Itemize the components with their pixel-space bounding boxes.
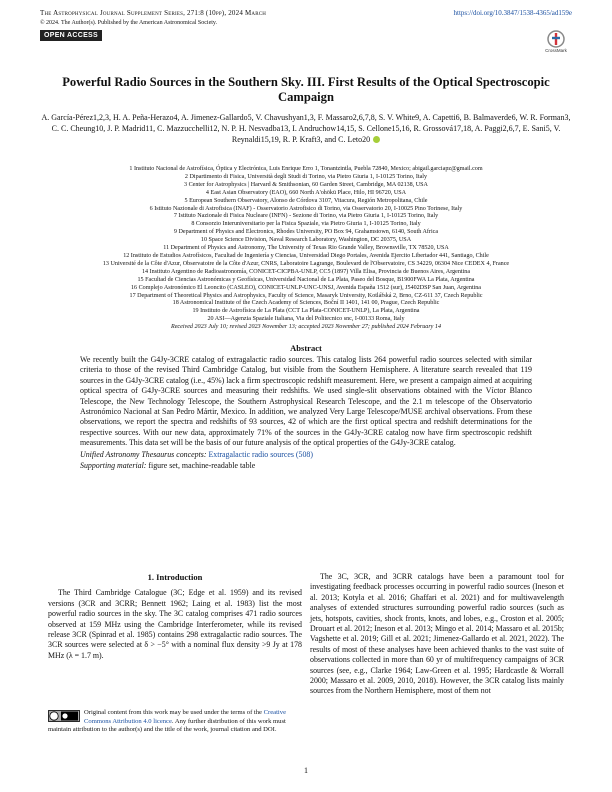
affiliation-3: 3 Center for Astrophysics | Harvard & Smithsonian, 60 Garden Street, Cambridge, MA 02138, USA xyxy=(184,181,428,188)
paper-title: Powerful Radio Sources in the Southern Sky. III. First Results of the Optical Spectroscopic Campaign xyxy=(62,75,550,104)
intro-paragraph-left: The Third Cambridge Catalogue (3C; Edge et al. 1959) and its revised versions (3CR and 3CRR; Bennett 1962; Laing et al. 1983) list the most powerful radio sources in the sky. The 3C catalog comprises 471 radio sources observed at 159 MHz using the Cambridge Interferometer, while its revised release 3CR (Spinrad et al. 1985) contains 298 extragalactic radio sources. The 3CR sources were selected at δ > −5° with a nominal flux density >9 Jy at 178 MHz (λ = 1.7 m). xyxy=(48,588,302,660)
doi-link[interactable]: https://doi.org/10.3847/1538-4365/ad159e xyxy=(453,9,572,17)
affiliation-18: 18 Astronomical Institute of the Czech Academy of Sciences, Boční II 1401, 141 00, Prague, Czech Republic xyxy=(172,300,440,307)
affiliation-5: 5 European Southern Observatory, Alonso de Córdova 3107, Vitacura, Región Metropolitana, Chile xyxy=(184,197,428,204)
affiliation-16: 16 Complejo Astronómico El Leoncito (CASLEO), CONICET-UNLP-UNC-UNSJ, Avenida España 1512 (sur), J5402DSP San Juan, Argentina xyxy=(130,284,482,291)
affiliation-10: 10 Space Science Division, Naval Research Laboratory, Washington, DC 20375, USA xyxy=(200,237,412,244)
orcid-icon[interactable] xyxy=(373,136,380,143)
abstract-block xyxy=(80,355,532,472)
left-column xyxy=(48,572,302,661)
affiliation-6: 6 Istituto Nazionale di Astrofisica (INAF) - Osservatorio Astrofisico di Torino, via Osservatorio 20, I-10025 Pino Torinese, Italy xyxy=(149,205,463,212)
crossmark-label: CrossMark xyxy=(545,48,567,53)
affiliation-13: 13 Université de la Côte d'Azur, Observatoire de la Côte d'Azur, CNRS, Laboratoire Lagrange, Boulevard de l'Observatoire, CS 34229, 06304 Nice CEDEX 4, France xyxy=(102,260,510,267)
affiliation-9: 9 Department of Physics and Electronics, Rhodes University, PO Box 94, Grahamstown, 6140, South Africa xyxy=(173,229,439,236)
abstract-text: We recently built the G4Jy-3CRE catalog of extragalactic radio sources. This catalog lists 264 powerful radio sources selected with similar criteria to those of the revised Third Cambridge Catalog, but visible from the Southern Hemisphere. A literature search revealed that 119 sources in the G4Jy-3CRE catalog (i.e., 45%) lack a firm spectroscopic redshift measurement. Here, we present a campaign aimed at acquiring optical spectra of G4Jy-3CRE sources and measuring their redshifts. We used single-slit observations obtained with the Víctor Blanco Telescope, the New Technology Telescope, the Southern Astrophysical Research Telescope, and the 2.1 m telescope of the Observatorio Astronómico Nacional at San Pedro Mártir, Mexico. In addition, we analyzed Very Large Telescope/MUSE archival observations. From these observations, we report the spectra and redshifts of 93 sources, 42 of which are the first optical spectra and redshift determinations for the respective sources. With our new data, approximately 71% of the sources in the G4Jy-3CRE catalog now have firm spectroscopic redshift measurements. This data set will be the basis of our future analysis of the optical properties of the G4Jy-3CRE catalog. xyxy=(80,355,532,448)
supporting-material-label: Supporting material: xyxy=(80,461,147,471)
uat-line xyxy=(80,450,532,460)
authors-text: A. García-Pérez1,2,3, H. A. Peña-Herazo4, A. Jimenez-Gallardo5, V. Chavushyan1,3, F. Massaro2,6,7,8, S. V. White9, A. Capetti6, B. Balmaverde6, W. R. Forman3, C. C. Cheung10, J. P. Madrid11, C. Mazzucchelli12, N. P. H. Nesvadba13, I. Andruchow14,15, S. Cellone15,16, R. Grossová17,18, A. Paggi2,6,7, E. Sani5, V. Reynaldi15,19, R. P. Kraft3, and C. Leto20 xyxy=(41,113,571,144)
abstract-heading: Abstract xyxy=(290,343,322,353)
cc-license-link[interactable]: Creative Commons Attribution 4.0 licence xyxy=(84,709,286,725)
open-access-badge: OPEN ACCESS xyxy=(40,30,102,41)
uat-concept-link[interactable]: Extragalactic radio sources (508) xyxy=(208,449,313,459)
affiliation-7: 7 Istituto Nazionale di Fisica Nucleare (INFN) - Sezione di Torino, via Pietro Giuria 1, I-10125 Torino, Italy xyxy=(173,213,439,220)
supporting-material-line xyxy=(80,461,532,471)
journal-name: The Astrophysical Journal Supplement Series, 271:8 (10pp), 2024 March xyxy=(40,9,267,17)
author-list xyxy=(40,112,572,145)
crossmark-icon xyxy=(547,30,565,48)
affiliation-4: 4 East Asian Observatory (EAO), 660 North A'ohōkū Place, Hilo, HI 96720, USA xyxy=(205,189,407,196)
affiliation-15: 15 Facultad de Ciencias Astronómicas y Geofísicas, Universidad Nacional de La Plata, Paseo del Bosque, B1900FWA La Plata, Argentina xyxy=(137,276,475,283)
affiliation-17: 17 Department of Theoretical Physics and Astrophysics, Faculty of Science, Masaryk University, Kotlářská 2, Brno, CZ-611 37, Czech Republic xyxy=(129,292,483,299)
affiliation-19: 19 Instituto de Astrofísica de La Plata (CCT La Plata-CONICET-UNLP), La Plata, Argentina xyxy=(192,308,420,315)
right-column xyxy=(310,572,564,697)
affiliation-20: 20 ASI—Agenzia Spaziale Italiana, Via del Politecnico snc, I-00133 Roma, Italy xyxy=(207,316,405,323)
affiliation-1: 1 Instituto Nacional de Astrofísica, Óptica y Electrónica, Luis Enrique Erro 1, Tonantzintla, Puebla 72840, Mexico; abigail.garciapz@gmail.com xyxy=(129,166,483,172)
affiliation-2: 2 Dipartimento di Fisica, Università degli Studi di Torino, via Pietro Giuria 1, I-10125 Torino, Italy xyxy=(184,173,428,180)
publication-dates: Received 2023 July 10; revised 2023 November 13; accepted 2023 November 27; published 2024 February 14 xyxy=(170,324,442,331)
uat-label: Unified Astronomy Thesaurus concepts: xyxy=(80,449,207,459)
affiliation-14: 14 Instituto Argentino de Radioastronomía, CONICET-CICPBA-UNLP, CC5 (1897) Villa Elisa, Provincia de Buenos Aires, Argentina xyxy=(141,268,471,275)
affiliations-block xyxy=(36,166,576,332)
license-text-start: Original content from this work may be used under the terms of the xyxy=(84,709,262,716)
running-header xyxy=(40,9,572,41)
affiliation-11: 11 Department of Physics and Astronomy, The University of Texas Rio Grande Valley, Brownsville, TX 78520, USA xyxy=(163,245,449,252)
license-note xyxy=(48,709,302,735)
affiliation-12: 12 Instituto de Estudios Astrofísicos, Facultad de Ingeniería y Ciencias, Universidad Diego Portales, Avenida Ejercito Libertador 441, Santiago, Chile xyxy=(123,252,489,259)
affiliation-8: 8 Consorzio Interuniversitario per la Fisica Spaziale, via Pietro Giuria 1, I-10125 Torino, Italy xyxy=(191,221,421,228)
copyright-line: © 2024. The Author(s). Published by the American Astronomical Society. xyxy=(40,20,218,26)
cc-by-icon[interactable] xyxy=(48,710,80,722)
license-text-end: . Any further distribution of this work must maintain attribution to the author(s) and the title of the work, journal citation and DOI. xyxy=(48,717,286,734)
supporting-material-value: figure set, machine-readable table xyxy=(148,461,256,471)
page-number: 1 xyxy=(304,766,308,775)
intro-paragraph-right: The 3C, 3CR, and 3CRR catalogs have been a paramount tool for investigating feedback processes occurring in powerful radio sources (Ineson et al. 2013; Kotyla et al. 2016; Ghaffari et al. 2021) and for multiwavelength analyses of extended structures surrounding powerful radio sources (such as jets, hotspots, cavities, shock fronts, knots, and lobes, e.g., Croston et al. 2005; Drouart et al. 2012; Ineson et al. 2013; Mingo et al. 2014; Massaro et al. 2015b; Vagshette et al. 2019; Gill et al. 2021; Jimenez-Gallardo et al. 2021, 2022). The results of most of these analyses have been achieved thanks to the vast suite of observations collected in more than 60 yr of multifrequency campaigns of 3CR sources (see, e.g., Clarke 1964; Law-Green et al. 1995; Hardcastle & Worrall 2000; Massaro et al. 2009, 2010, 2018). However, the 3CR catalog lists mainly sources from the Northern Hemisphere, most of them not xyxy=(310,572,564,696)
crossmark-button[interactable] xyxy=(542,30,570,53)
section-heading-introduction: 1. Introduction xyxy=(147,572,203,582)
